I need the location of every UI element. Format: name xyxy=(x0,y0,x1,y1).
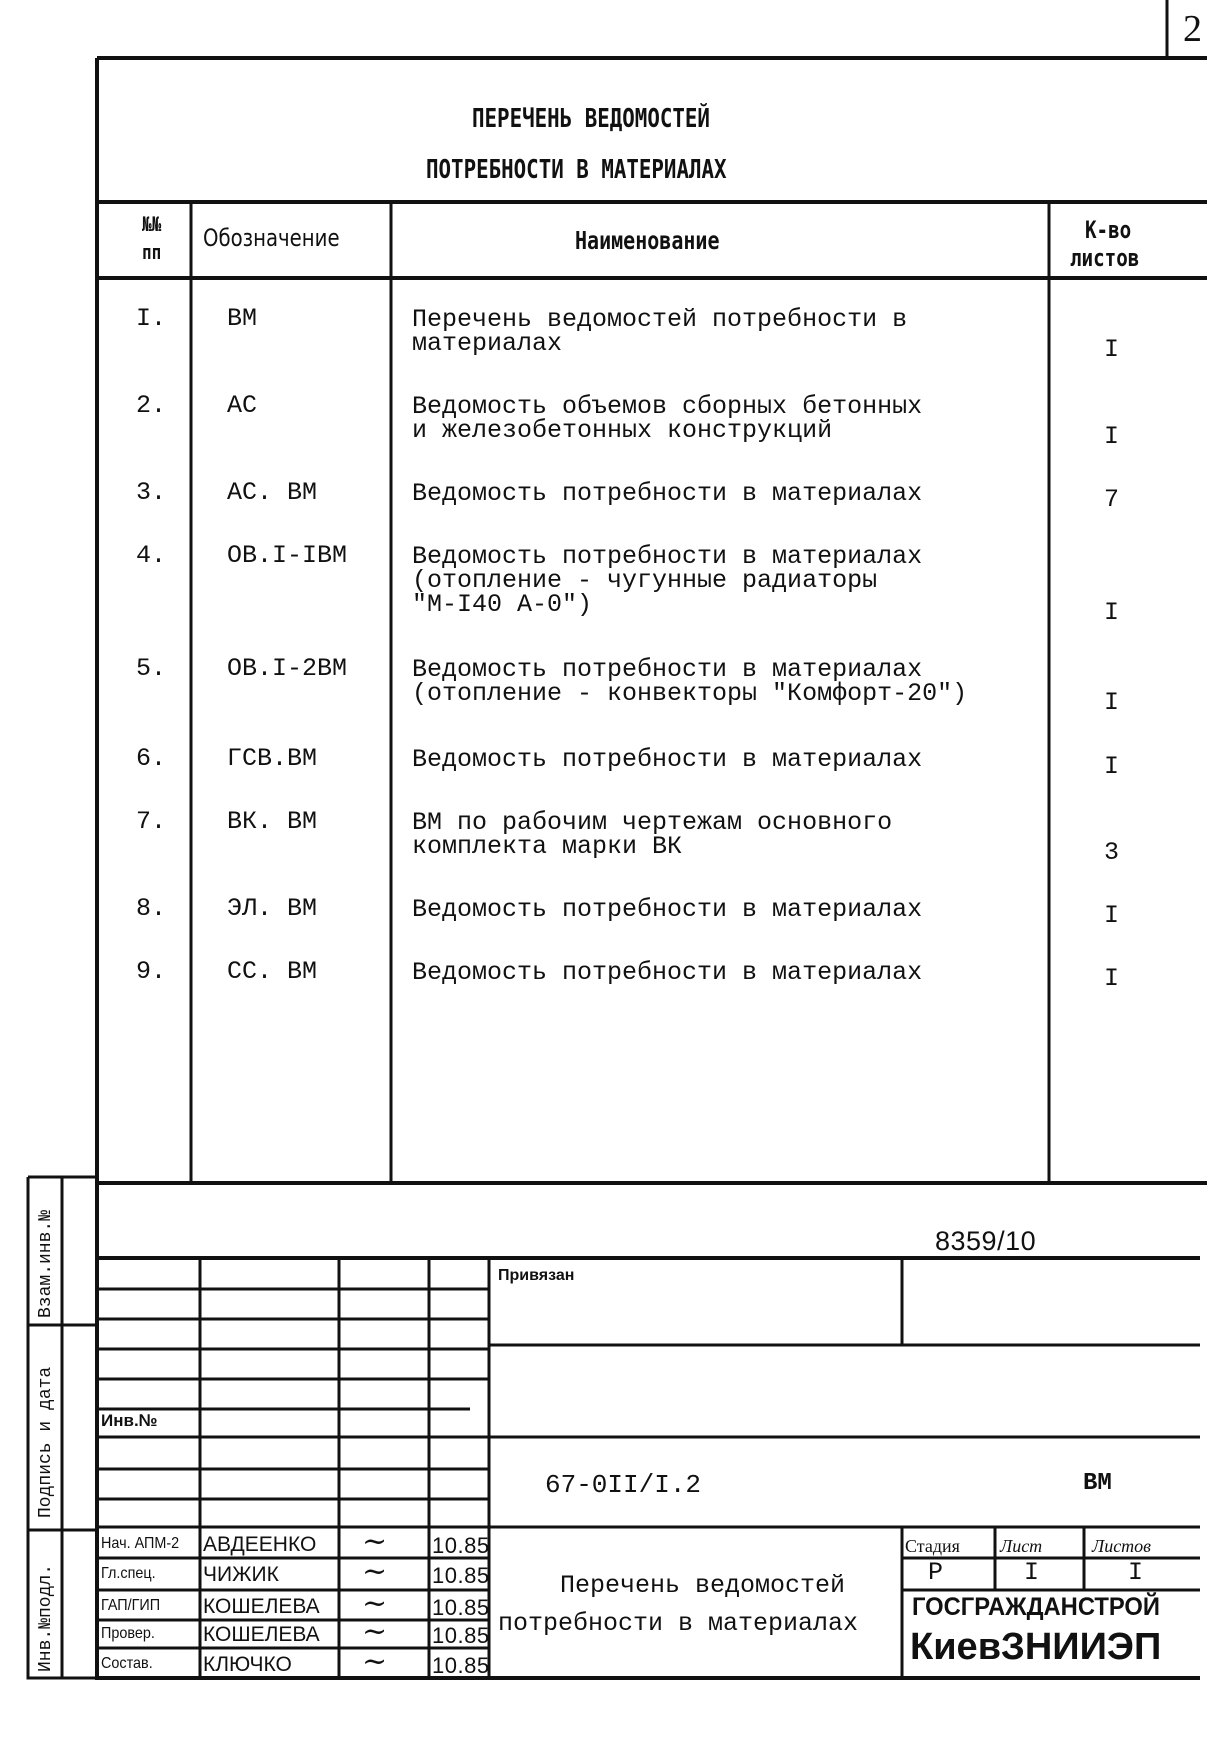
signature-date: 10.85 xyxy=(432,1653,490,1678)
privyazan-label: Привязан xyxy=(498,1267,575,1284)
sheet-value: I xyxy=(1024,1558,1040,1587)
row-designation: СС. ВМ xyxy=(227,957,318,986)
handwritten-signature: ~ xyxy=(362,1644,388,1679)
org-line-2: КиевЗНИИЭП xyxy=(910,1626,1162,1668)
row-designation: ВМ xyxy=(227,304,258,333)
row-count: 7 xyxy=(1104,485,1120,514)
row-designation: ГСВ.ВМ xyxy=(227,744,318,773)
signature-date: 10.85 xyxy=(432,1595,490,1620)
row-name: Ведомость потребности в материалах (отопление - конвекторы "Комфорт-20") xyxy=(412,655,968,708)
row-count: I xyxy=(1104,964,1120,993)
row-count: I xyxy=(1104,335,1120,364)
signature-role: Провер. xyxy=(101,1625,155,1642)
title-line-2: ПОТРЕБНОСТИ В МАТЕРИАЛАХ xyxy=(426,155,727,185)
row-name: Перечень ведомостей потребности в материалах xyxy=(412,305,908,358)
row-count: I xyxy=(1104,422,1120,451)
signature-name: КЛЮЧКО xyxy=(203,1653,292,1676)
doc-title-1: Перечень ведомостей xyxy=(560,1571,846,1600)
row-name: Ведомость потребности в материалах xyxy=(412,479,923,508)
handwritten-signature: ~ xyxy=(362,1554,388,1589)
doc-title-2: потребности в материалах xyxy=(498,1609,859,1638)
row-name: Ведомость потребности в материалах (отопление - чугунные радиаторы "М-I40 А-0") xyxy=(412,542,923,619)
header-num-2: пп xyxy=(142,240,162,264)
row-number: I. xyxy=(136,304,167,333)
signature-name: ЧИЖИК xyxy=(203,1563,279,1586)
header-count-1: К-во xyxy=(1085,216,1132,244)
stage-value: Р xyxy=(928,1558,944,1587)
doc-code: 67-0II/I.2 xyxy=(545,1470,702,1500)
sheet-label: Лист xyxy=(1000,1536,1043,1556)
row-count: I xyxy=(1104,688,1120,717)
handwritten-signature: ~ xyxy=(362,1524,388,1559)
signature-name: АВДЕЕНКО xyxy=(203,1533,317,1556)
row-count: 3 xyxy=(1104,838,1120,867)
doc-mark: ВМ xyxy=(1083,1470,1112,1497)
row-count: I xyxy=(1104,598,1120,627)
signature-role: Нач. АПМ-2 xyxy=(101,1535,180,1552)
row-designation: АС. ВМ xyxy=(227,478,318,507)
signature-date: 10.85 xyxy=(432,1533,490,1558)
row-name: Ведомость объемов сборных бетонных и железобетонных конструкций xyxy=(412,392,923,445)
signature-role: ГАП/ГИП xyxy=(101,1597,161,1614)
side-label-podpis: Подпись и дата xyxy=(36,1366,56,1518)
sheets-label: Листов xyxy=(1092,1536,1151,1556)
row-number: 2. xyxy=(136,391,167,420)
row-designation: ОВ.I-IВМ xyxy=(227,541,348,570)
row-count: I xyxy=(1104,901,1120,930)
inv-number-stamp: 8359/10 xyxy=(935,1226,1037,1256)
row-designation: ВК. ВМ xyxy=(227,807,318,836)
row-number: 9. xyxy=(136,957,167,986)
handwritten-signature: ~ xyxy=(362,1586,388,1621)
row-number: 6. xyxy=(136,744,167,773)
signature-name: КОШЕЛЕВА xyxy=(203,1595,320,1618)
header-name: Наименование xyxy=(575,226,720,255)
row-number: 8. xyxy=(136,894,167,923)
row-designation: ОВ.I-2ВМ xyxy=(227,654,348,683)
sheets-value: I xyxy=(1128,1558,1144,1587)
signature-date: 10.85 xyxy=(432,1623,490,1648)
row-name: Ведомость потребности в материалах xyxy=(412,745,923,774)
side-label-vzam: Взам.инв.№ xyxy=(36,1209,56,1318)
header-designation: Обозначение xyxy=(203,224,340,252)
signature-role: Гл.спец. xyxy=(101,1565,156,1582)
row-name: Ведомость потребности в материалах xyxy=(412,895,923,924)
row-number: 4. xyxy=(136,541,167,570)
signature-role: Состав. xyxy=(101,1655,153,1672)
row-number: 5. xyxy=(136,654,167,683)
org-line-1: ГОСГРАЖДАНСТРОЙ xyxy=(912,1593,1160,1621)
signature-name: КОШЕЛЕВА xyxy=(203,1623,320,1646)
row-name: ВМ по рабочим чертежам основного комплекта марки ВК xyxy=(412,808,893,861)
header-count-2: листов xyxy=(1070,244,1140,272)
title-line-1: ПЕРЕЧЕНЬ ВЕДОМОСТЕЙ xyxy=(472,104,710,134)
row-designation: АС xyxy=(227,391,258,420)
inv-label: Инв.№ xyxy=(101,1411,158,1430)
sheet-number: 2 xyxy=(1183,8,1202,50)
row-number: 3. xyxy=(136,478,167,507)
stage-label: Стадия xyxy=(905,1536,960,1556)
row-designation: ЭЛ. ВМ xyxy=(227,894,318,923)
signature-date: 10.85 xyxy=(432,1563,490,1588)
row-number: 7. xyxy=(136,807,167,836)
header-num-1: №№ xyxy=(142,212,162,236)
row-count: I xyxy=(1104,752,1120,781)
row-name: Ведомость потребности в материалах xyxy=(412,958,923,987)
handwritten-signature: ~ xyxy=(362,1614,388,1649)
side-label-inv-podl: Инв.№подл. xyxy=(36,1563,56,1672)
